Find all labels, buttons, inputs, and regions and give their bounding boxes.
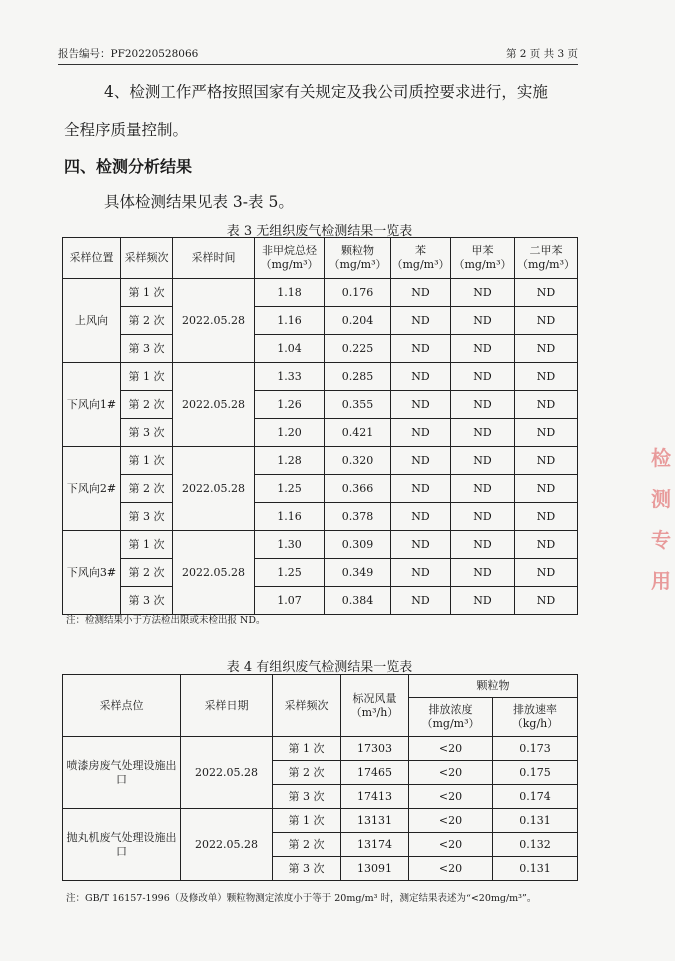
cell-pm: 0.176	[325, 279, 391, 307]
cell-rate: 0.174	[493, 785, 578, 809]
cell-flow: 13174	[341, 833, 409, 857]
cell-freq: 第 1 次	[121, 363, 173, 391]
th-particulate: 颗粒物（mg/m³）	[325, 238, 391, 279]
table-row	[63, 335, 578, 363]
section-heading: 四、检测分析结果	[64, 157, 193, 176]
paragraph-qc-2: 全程序质量控制。	[64, 121, 189, 139]
cell-date: 2022.05.28	[181, 737, 273, 809]
cell-benzene: ND	[391, 503, 451, 531]
cell-benzene: ND	[391, 419, 451, 447]
cell-nmhc: 1.07	[255, 587, 325, 615]
table3-fugitive-emissions	[62, 237, 578, 615]
cell-rate: 0.131	[493, 809, 578, 833]
paragraph-qc-1: 4、检测工作严格按照国家有关规定及我公司质控要求进行，实施	[104, 83, 548, 101]
table3-header-row	[63, 238, 578, 279]
cell-date: 2022.05.28	[181, 809, 273, 881]
cell-nmhc: 1.26	[255, 391, 325, 419]
table-row	[63, 559, 578, 587]
cell-xylene: ND	[515, 587, 578, 615]
cell-benzene: ND	[391, 307, 451, 335]
cell-xylene: ND	[515, 503, 578, 531]
cell-toluene: ND	[451, 279, 515, 307]
cell-flow: 17413	[341, 785, 409, 809]
table3-note: 注：检测结果小于方法检出限或未检出报 ND。	[66, 615, 266, 626]
cell-benzene: ND	[391, 335, 451, 363]
cell-toluene: ND	[451, 447, 515, 475]
stamp-char: 用	[651, 569, 671, 593]
cell-freq: 第 3 次	[121, 335, 173, 363]
th-frequency: 采样频次	[121, 238, 173, 279]
paragraph-results-intro: 具体检测结果见表 3-表 5。	[104, 193, 294, 211]
th-location: 采样位置	[63, 238, 121, 279]
stamp-char: 检	[651, 446, 671, 470]
cell-date: 2022.05.28	[173, 363, 255, 447]
table-row	[63, 587, 578, 615]
table-row	[63, 391, 578, 419]
table-row	[63, 279, 578, 307]
cell-pm: 0.309	[325, 531, 391, 559]
red-seal-stamp	[651, 430, 675, 593]
table4-organized-emissions	[62, 674, 578, 881]
th-date: 采样日期	[181, 675, 273, 737]
cell-pm: 0.204	[325, 307, 391, 335]
cell-toluene: ND	[451, 531, 515, 559]
cell-pm: 0.378	[325, 503, 391, 531]
table-row	[63, 419, 578, 447]
th-benzene: 苯（mg/m³）	[391, 238, 451, 279]
cell-nmhc: 1.20	[255, 419, 325, 447]
cell-freq: 第 2 次	[121, 559, 173, 587]
cell-nmhc: 1.18	[255, 279, 325, 307]
cell-location: 下风向2#	[63, 447, 121, 531]
cell-freq: 第 2 次	[273, 761, 341, 785]
table-row	[63, 363, 578, 391]
cell-xylene: ND	[515, 475, 578, 503]
cell-xylene: ND	[515, 307, 578, 335]
cell-toluene: ND	[451, 307, 515, 335]
cell-xylene: ND	[515, 391, 578, 419]
table4-note: 注：GB/T 16157-1996（及修改单）颗粒物测定浓度小于等于 20mg/m³ 时，测定结果表述为“<20mg/m³”。	[66, 893, 537, 904]
cell-toluene: ND	[451, 587, 515, 615]
table4-header-row	[63, 675, 578, 698]
cell-toluene: ND	[451, 419, 515, 447]
table-row	[63, 307, 578, 335]
cell-pm: 0.320	[325, 447, 391, 475]
cell-conc: <20	[409, 761, 493, 785]
cell-location: 下风向3#	[63, 531, 121, 615]
cell-conc: <20	[409, 785, 493, 809]
cell-toluene: ND	[451, 475, 515, 503]
cell-toluene: ND	[451, 363, 515, 391]
cell-freq: 第 2 次	[121, 391, 173, 419]
stamp-char: 测	[651, 487, 671, 511]
cell-date: 2022.05.28	[173, 447, 255, 531]
cell-nmhc: 1.33	[255, 363, 325, 391]
cell-freq: 第 1 次	[121, 531, 173, 559]
cell-freq: 第 3 次	[121, 503, 173, 531]
cell-toluene: ND	[451, 391, 515, 419]
cell-benzene: ND	[391, 279, 451, 307]
cell-toluene: ND	[451, 335, 515, 363]
report-number: 报告编号：PF20220528066	[58, 48, 199, 60]
cell-point: 喷漆房废气处理设施出口	[63, 737, 181, 809]
cell-benzene: ND	[391, 587, 451, 615]
cell-conc: <20	[409, 833, 493, 857]
cell-nmhc: 1.16	[255, 307, 325, 335]
cell-xylene: ND	[515, 363, 578, 391]
cell-location: 下风向1#	[63, 363, 121, 447]
cell-toluene: ND	[451, 559, 515, 587]
th-flow: 标况风量（m³/h）	[341, 675, 409, 737]
cell-conc: <20	[409, 809, 493, 833]
cell-rate: 0.173	[493, 737, 578, 761]
cell-point: 抛丸机废气处理设施出口	[63, 809, 181, 881]
cell-freq: 第 2 次	[273, 833, 341, 857]
cell-freq: 第 3 次	[121, 587, 173, 615]
table4-caption: 表 4 有组织废气检测结果一览表	[226, 660, 413, 675]
cell-freq: 第 3 次	[273, 785, 341, 809]
cell-flow: 13091	[341, 857, 409, 881]
cell-xylene: ND	[515, 419, 578, 447]
cell-xylene: ND	[515, 335, 578, 363]
cell-date: 2022.05.28	[173, 279, 255, 363]
cell-pm: 0.349	[325, 559, 391, 587]
cell-freq: 第 1 次	[121, 279, 173, 307]
th-point: 采样点位	[63, 675, 181, 737]
cell-rate: 0.131	[493, 857, 578, 881]
cell-nmhc: 1.25	[255, 475, 325, 503]
cell-xylene: ND	[515, 559, 578, 587]
th-rate: 排放速率（kg/h）	[493, 698, 578, 737]
table-row	[63, 737, 578, 761]
cell-flow: 17465	[341, 761, 409, 785]
table-row	[63, 475, 578, 503]
th-frequency: 采样频次	[273, 675, 341, 737]
cell-nmhc: 1.25	[255, 559, 325, 587]
cell-freq: 第 3 次	[273, 857, 341, 881]
cell-benzene: ND	[391, 559, 451, 587]
cell-xylene: ND	[515, 531, 578, 559]
th-concentration: 排放浓度（mg/m³）	[409, 698, 493, 737]
cell-pm: 0.366	[325, 475, 391, 503]
th-particulate: 颗粒物	[409, 675, 578, 698]
cell-nmhc: 1.16	[255, 503, 325, 531]
page-indicator: 第 2 页 共 3 页	[505, 48, 578, 60]
cell-benzene: ND	[391, 475, 451, 503]
stamp-char: 专	[651, 528, 671, 552]
cell-freq: 第 2 次	[121, 475, 173, 503]
cell-pm: 0.355	[325, 391, 391, 419]
th-xylene: 二甲苯（mg/m³）	[515, 238, 578, 279]
header-divider	[58, 64, 578, 65]
table-row	[63, 809, 578, 833]
table-row	[63, 503, 578, 531]
cell-benzene: ND	[391, 391, 451, 419]
cell-date: 2022.05.28	[173, 531, 255, 615]
cell-conc: <20	[409, 737, 493, 761]
table-row	[63, 447, 578, 475]
cell-pm: 0.384	[325, 587, 391, 615]
cell-benzene: ND	[391, 447, 451, 475]
cell-pm: 0.285	[325, 363, 391, 391]
cell-toluene: ND	[451, 503, 515, 531]
table-row	[63, 531, 578, 559]
cell-freq: 第 1 次	[273, 809, 341, 833]
cell-conc: <20	[409, 857, 493, 881]
cell-nmhc: 1.28	[255, 447, 325, 475]
th-nmhc: 非甲烷总烃（mg/m³）	[255, 238, 325, 279]
th-time: 采样时间	[173, 238, 255, 279]
th-toluene: 甲苯（mg/m³）	[451, 238, 515, 279]
cell-xylene: ND	[515, 447, 578, 475]
cell-rate: 0.132	[493, 833, 578, 857]
cell-freq: 第 3 次	[121, 419, 173, 447]
cell-benzene: ND	[391, 531, 451, 559]
cell-xylene: ND	[515, 279, 578, 307]
cell-pm: 0.225	[325, 335, 391, 363]
page-header	[58, 46, 578, 62]
cell-freq: 第 1 次	[273, 737, 341, 761]
cell-rate: 0.175	[493, 761, 578, 785]
cell-flow: 13131	[341, 809, 409, 833]
table3-caption: 表 3 无组织废气检测结果一览表	[226, 224, 413, 239]
cell-location: 上风向	[63, 279, 121, 363]
cell-pm: 0.421	[325, 419, 391, 447]
cell-benzene: ND	[391, 363, 451, 391]
cell-nmhc: 1.04	[255, 335, 325, 363]
cell-freq: 第 2 次	[121, 307, 173, 335]
cell-freq: 第 1 次	[121, 447, 173, 475]
cell-nmhc: 1.30	[255, 531, 325, 559]
cell-flow: 17303	[341, 737, 409, 761]
